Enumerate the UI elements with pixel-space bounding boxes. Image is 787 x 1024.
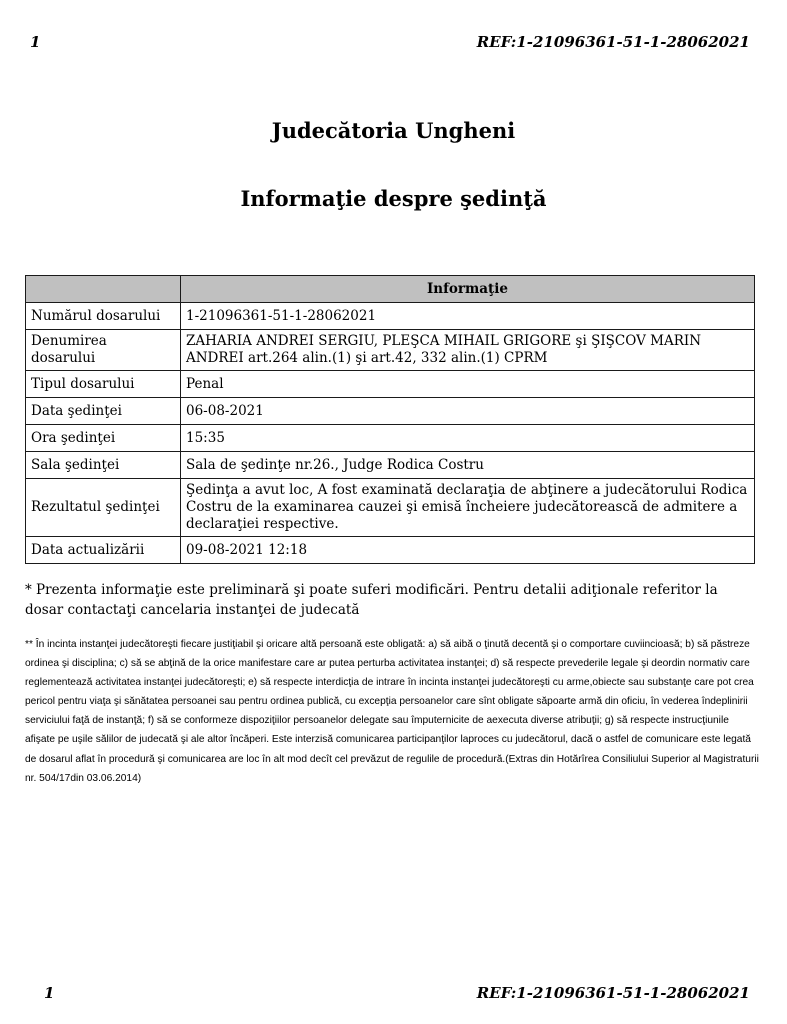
document-subtitle: Informaţie despre şedinţă bbox=[240, 186, 547, 211]
row-value: 06-08-2021 bbox=[181, 398, 755, 425]
page-number: 1 bbox=[44, 984, 55, 1002]
row-value: 15:35 bbox=[181, 425, 755, 452]
row-label: Tipul dosarului bbox=[26, 371, 181, 398]
row-label: Rezultatul şedinţei bbox=[26, 479, 181, 537]
row-value: 09-08-2021 12:18 bbox=[181, 537, 755, 564]
row-label: Denumirea dosarului bbox=[26, 330, 181, 371]
row-value: Şedinţa a avut loc, A fost examinată declaraţia de abţinere a judecătorului Rodica Costru de la examinarea cauzei şi emisă încheiere judecătorească de admitere a declaraţiei respective. bbox=[181, 479, 755, 537]
row-value: Sala de şedinţe nr.26., Judge Rodica Costru bbox=[181, 452, 755, 479]
row-value: ZAHARIA ANDREI SERGIU, PLEŞCA MIHAIL GRIGORE şi ŞIŞCOV MARIN ANDREI art.264 alin.(1) şi art.42, 332 alin.(1) CPRM bbox=[181, 330, 755, 371]
table-header-empty bbox=[26, 276, 181, 303]
row-value: 1-21096361-51-1-28062021 bbox=[181, 303, 755, 330]
row-label: Ora şedinţei bbox=[26, 425, 181, 452]
reference-number: REF:1-21096361-51-1-28062021 bbox=[476, 984, 750, 1002]
page-number: 1 bbox=[30, 33, 41, 51]
row-label: Sala şedinţei bbox=[26, 452, 181, 479]
table-row bbox=[26, 330, 755, 371]
table-row bbox=[26, 398, 755, 425]
hearing-info-table bbox=[25, 275, 755, 564]
table-row bbox=[26, 479, 755, 537]
table-row bbox=[26, 537, 755, 564]
table-row bbox=[26, 425, 755, 452]
table-row bbox=[26, 452, 755, 479]
court-rules-note: ** În incinta instanţei judecătoreşti fiecare justiţiabil şi oricare altă persoană este obligată: a) să aibă o ţinută decentă şi o comportare cuviincioasă; b) să păstreze ordinea şi disciplina; c) să se abţină de la orice manifestare care ar putea perturba activitatea instanţei; d) să respecte prevederile legale şi deordin normativ care reglementează activitatea instanţei judecătoreşti; e) să respecte interdicţia de intrare în incinta instanţei judecătoreşti cu arme,obiecte sau substanţe care pot crea pericol pentru viaţa şi sănătatea persoanei sau pentru ordinea publică, cu excepţia persoanelor care sînt obligate săpoarte armă din oficiu, în vederea îndeplinirii serviciului faţă de instanţă; f) să se conformeze dispoziţiilor persoanelor delegate sau împuternicite de aexecuta diverse atribuţii; g) să respecte instrucţiunile afişate pe uşile sălilor de judecată şi ale altor încăperi. Este interzisă comunicarea participanţilor laproces cu judecătorul, dacă o astfel de comunicare este legată de dosarul aflat în procedură şi comunicarea are loc în alt mod decît cel prevăzut de regulile de procedură.(Extras din Hotărîrea Consiliului Superior al Magistraturii nr. 504/17din 03.06.2014) bbox=[25, 639, 759, 784]
row-value: Penal bbox=[181, 371, 755, 398]
table-row bbox=[26, 303, 755, 330]
row-label: Data actualizării bbox=[26, 537, 181, 564]
page-footer bbox=[30, 984, 750, 1002]
table-header-row bbox=[26, 276, 755, 303]
row-label: Data şedinţei bbox=[26, 398, 181, 425]
row-label: Numărul dosarului bbox=[26, 303, 181, 330]
reference-number: REF:1-21096361-51-1-28062021 bbox=[476, 33, 750, 51]
table-header-label: Informaţie bbox=[181, 276, 755, 303]
table-row bbox=[26, 371, 755, 398]
court-title: Judecătoria Ungheni bbox=[271, 118, 516, 143]
page-header bbox=[30, 33, 750, 51]
preliminary-note: * Prezenta informaţie este preliminară şi poate suferi modificări. Pentru detalii adiţionale referitor la dosar contactaţi cancelaria instanţei de judecată bbox=[25, 582, 718, 618]
